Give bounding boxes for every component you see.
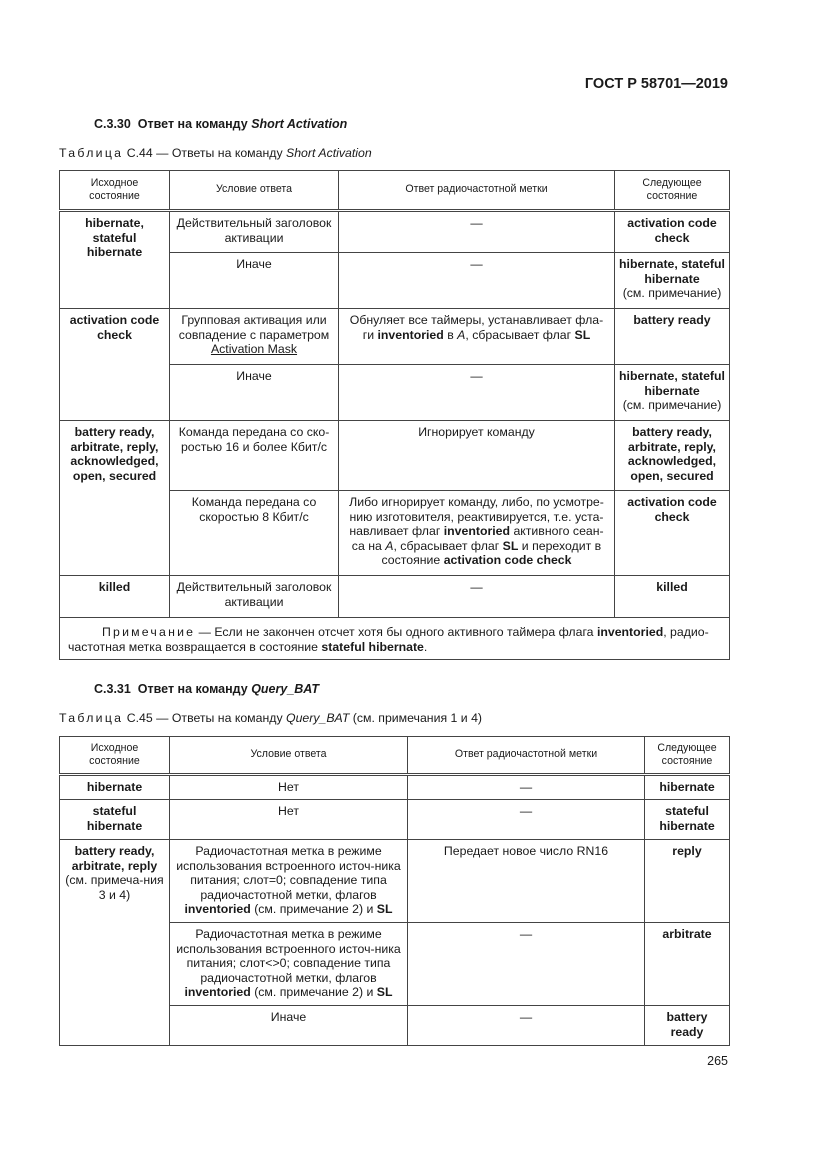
column-header: Следующее состояние [615,171,730,211]
condition-cell: Иначе [170,365,339,421]
initial-state-cell: activation code check [60,309,170,421]
note-text: . [423,639,428,654]
table-row [60,211,730,253]
session-name: A [457,327,466,342]
condition-cell: Действительный заголовок активации [170,576,339,618]
next-state-note: (см. примечание) [622,398,722,413]
next-state-cell: hibernate [645,775,730,800]
condition-cell: Иначе [170,253,339,309]
document-code: ГОСТ Р 58701—2019 [584,76,728,92]
response-text: Либо игнорирует команду, либо, по усмотре-нию изготовителя, реактивируется, т.е. уста-навливает флаг [349,495,604,539]
column-header: Условие ответа [170,737,408,775]
condition-cell: Действительный заголовок активации [170,211,339,253]
condition-cell: Нет [170,800,408,840]
column-header: Ответ радиочастотной метки [339,171,615,211]
condition-text: Радиочастотная метка в режиме использования встроенного источ-ника питания; слот<>0; совпадение типа радиочастотной метки, флагов [176,927,401,985]
response-text: Обнуляет все таймеры, устанавливает фла- [349,313,604,327]
caption-text: — Ответы на команду [156,146,283,160]
condition-cell: Иначе [170,1006,408,1046]
response-cell: — [339,253,615,309]
table-row [60,775,730,800]
initial-state-cell: battery ready, arbitrate, reply, acknowledged, open, secured [60,421,170,576]
table-caption-c44 [59,146,372,160]
table-caption-c45 [59,711,482,725]
flag-name: inventoried [377,327,444,342]
table-row [60,309,730,365]
session-name: A [385,538,394,553]
next-state: hibernate, stateful hibernate [619,369,725,398]
next-state-cell: battery ready, arbitrate, reply, acknowledged, open, secured [615,421,730,491]
note-text: , радио-частотная метка возвращается в состояние [68,624,709,654]
flag-name: inventoried [184,985,251,1000]
caption-label: Таблица [59,711,124,725]
initial-state-cell: hibernate, stateful hibernate [60,211,170,309]
response-cell: — [408,800,645,840]
table-row [60,800,730,840]
table-note-row [60,618,730,660]
initial-state: battery ready, arbitrate, reply [71,844,158,873]
section-heading-c330 [94,117,347,131]
response-cell [339,309,615,365]
condition-text: Групповая активация или совпадение с параметром [178,313,330,342]
response-cell: — [339,211,615,253]
response-cell: — [408,923,645,1006]
flag-name: SL [376,902,393,917]
command-name: Short Activation [251,117,348,131]
column-header: Исходное состояние [60,737,170,775]
next-state-cell: stateful hibernate [645,800,730,840]
column-header: Следующее состояние [645,737,730,775]
response-cell: — [339,576,615,618]
next-state-cell: activation code check [615,211,730,253]
next-state-cell: killed [615,576,730,618]
response-cell: Игнорирует команду [339,421,615,491]
caption-number: С.44 [126,146,153,160]
condition-cell: Команда передана со ско-ростью 16 и более Кбит/с [170,421,339,491]
condition-cell [170,309,339,365]
next-state: hibernate, stateful hibernate [619,257,725,286]
condition-text: Радиочастотная метка в режиме использования встроенного источ-ника питания; слот=0; совпадение типа радиочастотной метки, флагов [176,844,401,902]
response-text: , сбрасывает флаг [393,538,500,553]
response-cell: Передает новое число RN16 [408,840,645,923]
table-row [60,576,730,618]
note-label: Примечание [102,624,196,639]
condition-cell [170,840,408,923]
command-name: Query_BAT [251,682,320,696]
flag-name: inventoried [596,624,664,639]
condition-cell [170,923,408,1006]
condition-text: (см. примечание 2) и [254,902,374,917]
column-header: Исходное состояние [60,171,170,211]
caption-label: Таблица [59,146,124,160]
flag-name: inventoried [443,524,511,539]
initial-state-note: (см. примеча-ния 3 и 4) [65,873,164,902]
next-state-cell: battery ready [645,1006,730,1046]
table-header-row [60,171,730,211]
response-text: ги [362,327,375,342]
condition-text: (см. примечание 2) и [254,985,374,1000]
initial-state-cell: stateful hibernate [60,800,170,840]
flag-name: SL [376,985,393,1000]
response-cell: — [408,1006,645,1046]
table-row [60,421,730,491]
response-text: в [447,327,454,342]
response-text: активного сеан-са на [351,524,604,553]
initial-state-cell: killed [60,576,170,618]
caption-command: Query_BAT [286,711,350,725]
next-state-cell: reply [645,840,730,923]
table-c45 [59,736,730,1046]
next-state-cell: activation code check [615,491,730,576]
next-state-cell: arbitrate [645,923,730,1006]
response-cell: — [339,365,615,421]
caption-text: — Ответы на команду [156,711,283,725]
section-heading-c331 [94,682,319,696]
caption-command: Short Activation [286,146,372,160]
table-c44 [59,170,730,660]
condition-cell: Нет [170,775,408,800]
page-number: 265 [707,1054,728,1068]
flag-name: SL [574,327,591,342]
initial-state-cell [60,840,170,1046]
state-name: activation code check [443,553,572,568]
flag-name: SL [502,538,519,553]
caption-suffix: (см. примечания 1 и 4) [352,711,483,725]
next-state-cell: battery ready [615,309,730,365]
table-note [60,618,730,660]
state-name: stateful hibernate [321,639,424,654]
next-state-cell [615,253,730,309]
column-header: Условие ответа [170,171,339,211]
response-text: и переходит в состояние [381,538,602,568]
section-title: Ответ на команду [137,117,248,131]
condition-cell: Команда передана со скоростью 8 Кбит/с [170,491,339,576]
note-text: — Если не закончен отсчет хотя бы одного активного таймера флага [198,624,594,639]
table-header-row [60,737,730,775]
response-text: , сбрасывает флаг [465,327,572,342]
flag-name: inventoried [184,902,251,917]
next-state-cell [615,365,730,421]
activation-mask-link: Activation Mask [210,342,298,357]
section-title: Ответ на команду [137,682,248,696]
caption-number: С.45 [126,711,153,725]
table-row [60,840,730,923]
section-number: С.3.30 [94,117,131,131]
initial-state-cell: hibernate [60,775,170,800]
response-cell [339,491,615,576]
response-cell: — [408,775,645,800]
next-state-note: (см. примечание) [622,286,722,301]
column-header: Ответ радиочастотной метки [408,737,645,775]
section-number: С.3.31 [94,682,131,696]
